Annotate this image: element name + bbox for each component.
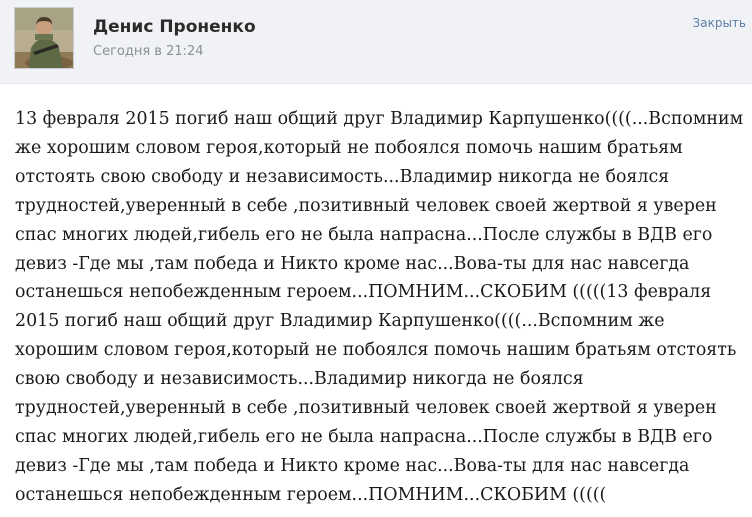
avatar[interactable] (14, 7, 74, 69)
post-text: 13 февраля 2015 погиб наш общий друг Владимир Карпушенко((((...Вспомним же хорошим словом героя,который не побоялся помочь нашим братьям отстоять свою свободу и независимость...Владимир никогда не боялся трудностей,уверенный в себе ,позитивный человек своей жертвой я уверен спас многих людей,гибель его не была напрасна...После службы в ВДВ его девиз -Где мы ,там победа и Никто кроме нас...Вова-ты для нас навсегда останешься непобежденным героем...ПОМНИМ...СКОБИМ (((((13 февраля 2015 погиб наш общий друг Владимир Карпушенко((((...Вспомним же хорошим словом героя,который не побоялся помочь нашим братьям отстоять свою свободу и независимость...Владимир никогда не боялся трудностей,уверенный в себе ,позитивный человек своей жертвой я уверен спас многих людей,гибель его не была напрасна...После службы в ВДВ его девиз -Где мы ,там победа и Никто кроме нас...Вова-ты для нас навсегда останешься непобежденным героем...ПОМНИМ...СКОБИМ ((((( (15, 109, 744, 505)
author-name[interactable]: Денис Проненко (93, 17, 256, 37)
post-timestamp: Сегодня в 21:24 (93, 44, 204, 59)
post-header (0, 0, 752, 84)
user-photo-avatar-icon (15, 8, 73, 68)
close-button[interactable]: Закрыть (692, 16, 746, 30)
